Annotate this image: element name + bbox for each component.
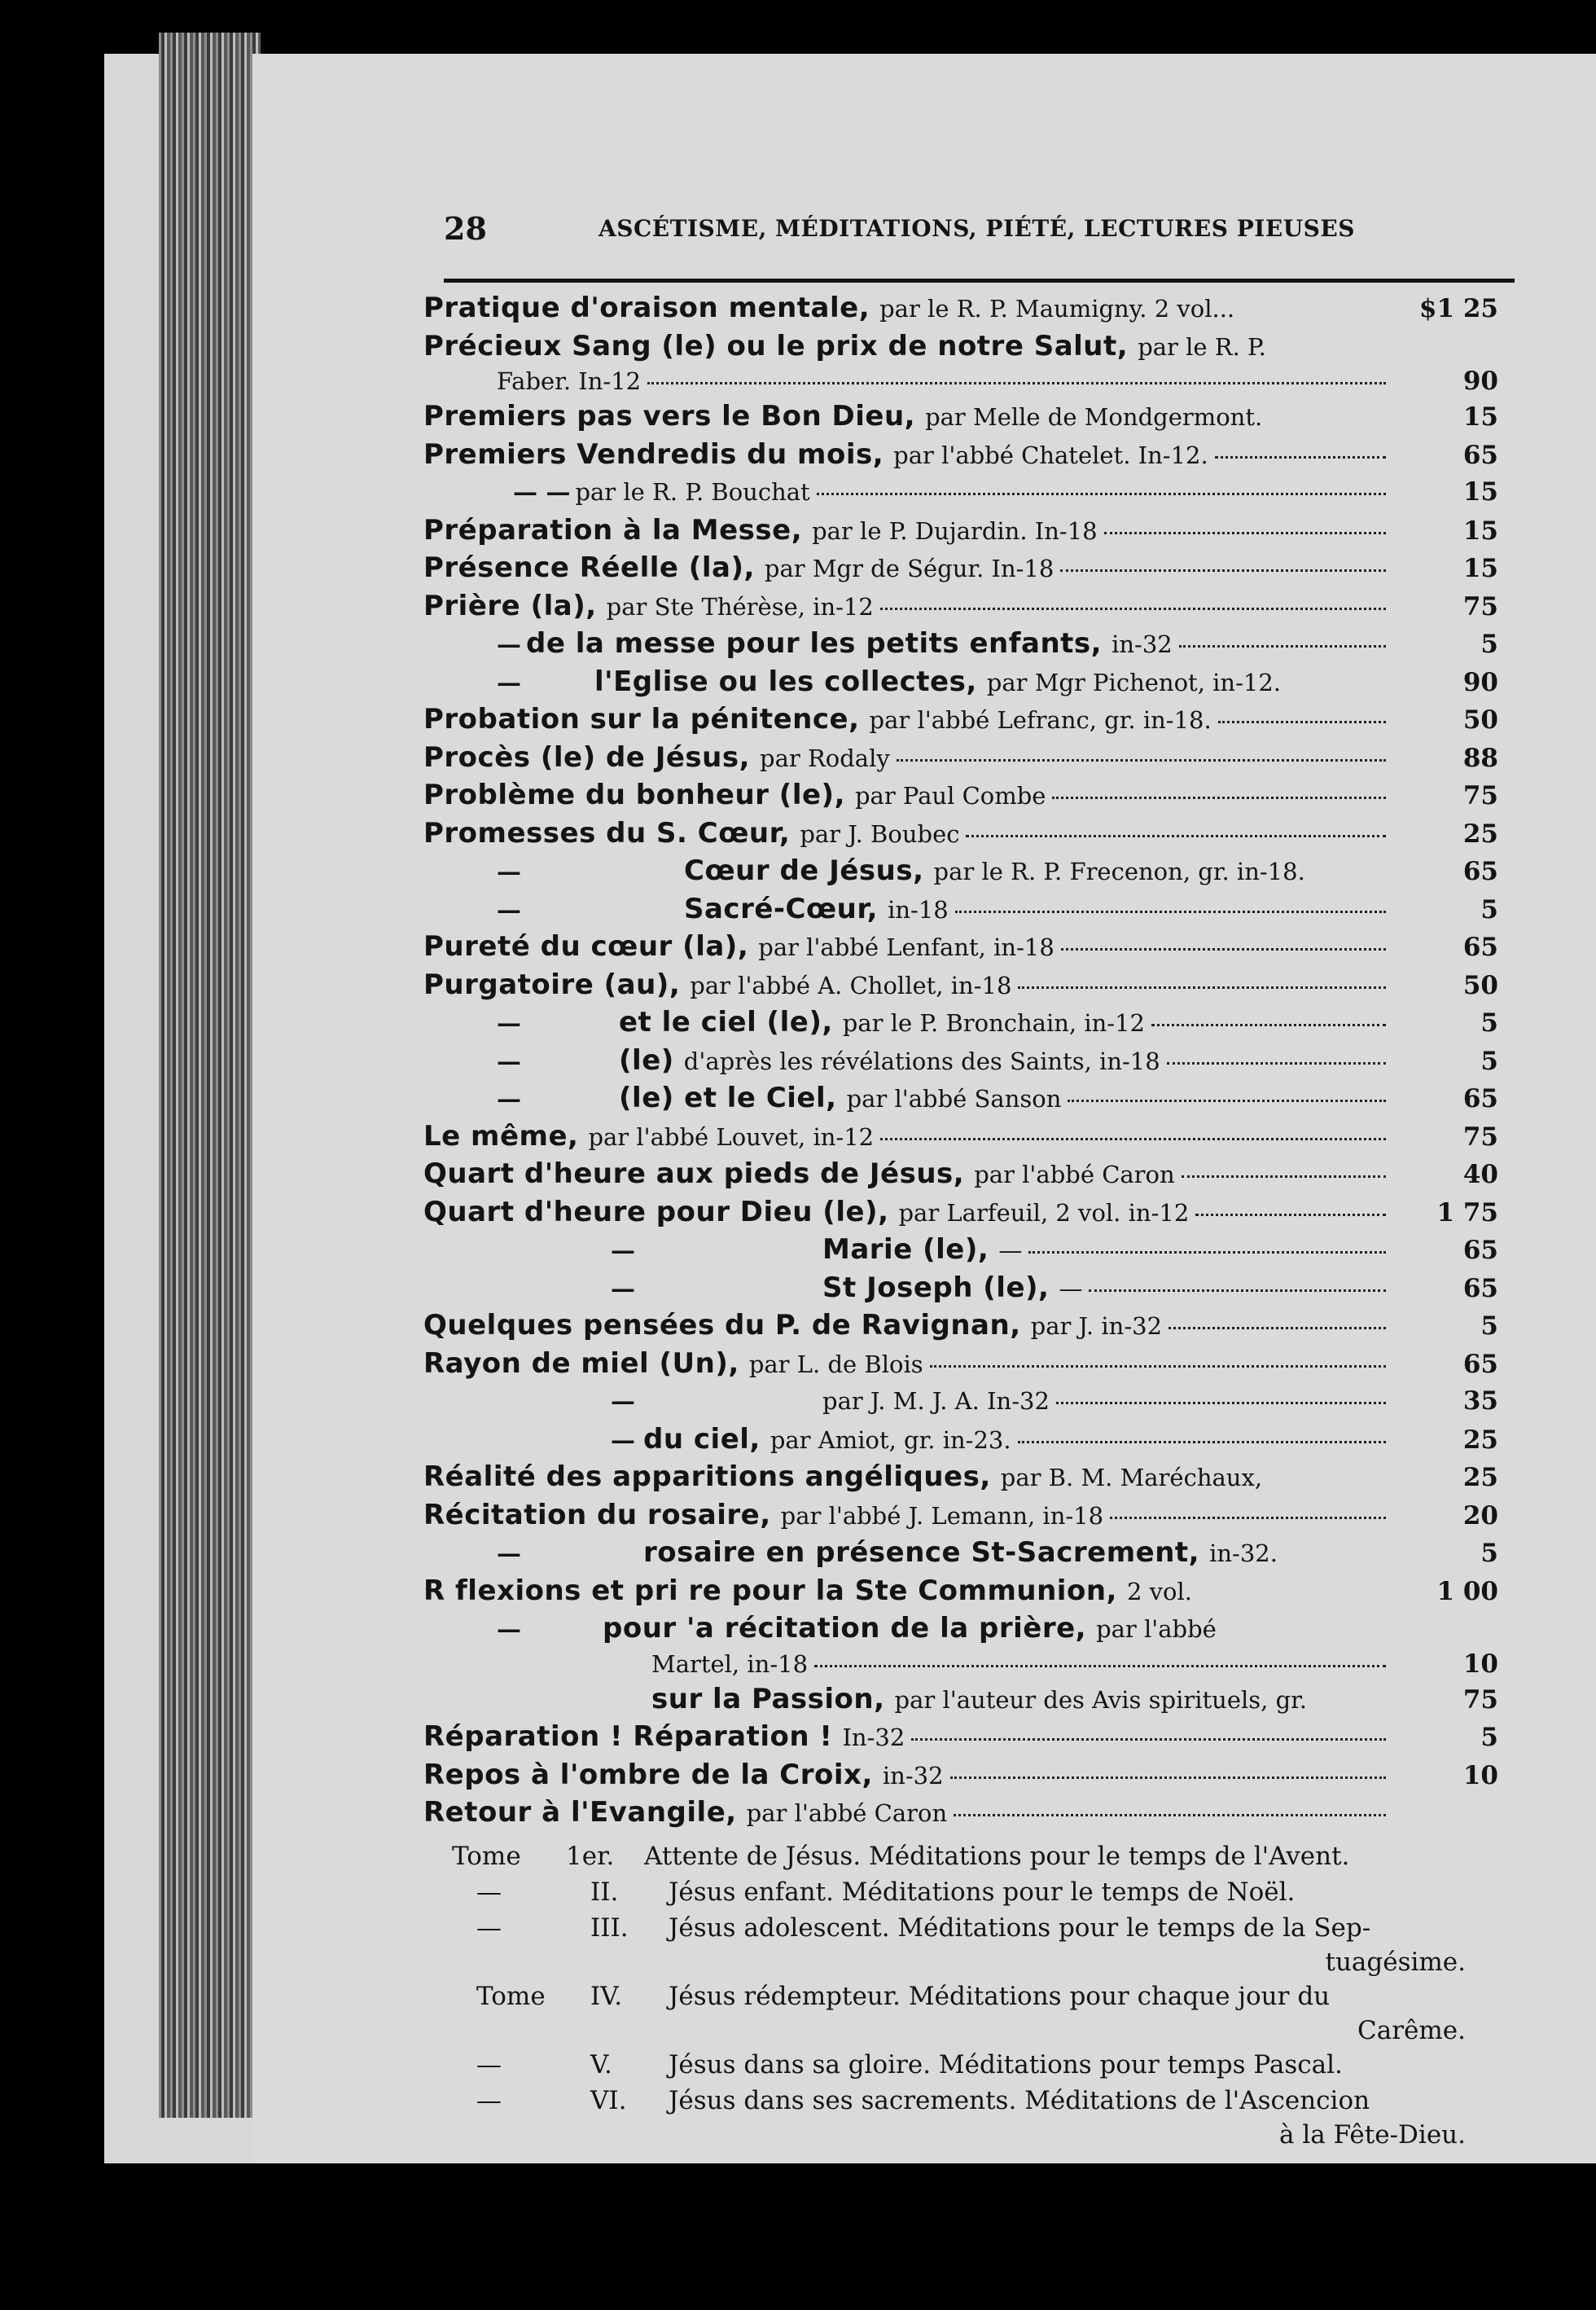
catalog-entry [423,1231,1498,1269]
entry-details: par Rodaly [760,744,890,772]
tome-number: IV. [590,1981,623,2011]
entry-description [423,1307,1392,1345]
tome-line [423,1978,1498,2014]
entry-price: 25 [1462,1463,1498,1492]
entry-details: par Ste Thérèse, in-12 [606,592,874,621]
repeat-dash: — [497,1615,521,1644]
dot-leader [1018,1440,1386,1443]
entry-details: par l'auteur des Avis spirituels, gr. [894,1685,1308,1714]
entry-details: par Amiot, gr. in-23. [770,1425,1011,1454]
entry-description [423,289,1392,327]
page-number: 28 [444,209,487,247]
entry-title: du ciel, [643,1422,761,1456]
dot-leader [814,1664,1386,1667]
entry-price: 15 [1462,477,1498,507]
entry-title: Le même, [423,1119,579,1153]
tome-number: V. [590,2049,612,2079]
catalog-entry [423,625,1498,663]
entry-description [423,549,1392,587]
entry-description [423,928,1392,966]
tome-prefix: — [476,1877,502,1907]
dot-leader [911,1737,1386,1741]
entry-details: par J. Boubec [800,819,960,848]
entry-title: l'Eglise ou les collectes, [594,665,977,698]
repeat-dash: — [611,1387,635,1416]
entry-price: 50 [1462,705,1498,735]
tome-number: III. [590,1913,629,1943]
catalog-entry [423,327,1498,366]
catalog-entry [423,1572,1498,1610]
entry-details: par J. M. J. A. In-32 [822,1387,1050,1415]
entry-details: par le P. Bronchain, in-12 [842,1009,1146,1037]
catalog-entry [423,365,1498,397]
entry-details: in-32 [1112,630,1173,658]
entry-price: 5 [1480,1311,1498,1341]
dot-leader [930,1364,1386,1368]
catalog-entry [423,1079,1498,1118]
entry-details: in-32 [882,1761,944,1790]
entry-title: Quart d'heure aux pieds de Jésus, [423,1157,965,1190]
dot-leader [1018,986,1386,989]
entry-title: Purgatoire (au), [423,968,681,1001]
entry-title: (le) et le Ciel, [619,1082,837,1114]
entry-title: Problème du bonheur (le), [423,779,845,811]
dot-leader [1179,644,1386,648]
entry-description [423,663,1392,701]
tome-number: VI. [590,2085,627,2115]
entry-title: de la messe pour les petits enfants, [526,627,1103,660]
entry-price: 1 00 [1436,1576,1498,1606]
entry-description [423,1382,1392,1421]
entry-details: 2 vol. [1126,1577,1192,1605]
entry-title: Retour à l'Evangile, [423,1796,737,1829]
tome-prefix: Tome [476,1981,546,2011]
catalog-entry [423,1756,1498,1794]
catalog-entry [423,397,1498,436]
tome-line [423,1838,1498,1874]
entry-price: 65 [1462,1273,1498,1303]
entry-description [423,852,1392,890]
entry-details: d'après les révélations des Saints, in-18 [683,1047,1160,1075]
repeat-dash: — [497,895,521,924]
catalog-entry [423,663,1498,701]
catalog-entry [423,928,1498,966]
tome-continuation: tuagésime. [1325,1947,1466,1977]
tome-prefix: — [476,2085,502,2115]
entry-details: — [998,1236,1023,1264]
catalog-entry [423,1003,1498,1042]
entry-title: Précieux Sang (le) ou le prix de notre Salut, [423,329,1129,362]
entry-details: par l'abbé J. Lemann, in-18 [780,1501,1104,1530]
catalog-entry [423,1680,1498,1719]
dot-leader [1061,947,1386,951]
catalog-entry [423,815,1498,853]
entry-description [423,1610,1392,1648]
entry-title: pour 'a récitation de la prière, [603,1612,1087,1645]
dot-leader [1089,1289,1386,1292]
entry-title: Prière (la), [423,589,597,622]
repeat-dash: — [611,1236,635,1265]
catalog-entry [423,1648,1498,1680]
entry-details: par l'abbé A. Chollet, in-18 [690,971,1012,999]
entry-title: Réalité des apparitions angéliques, [423,1460,991,1493]
entry-price: 5 [1480,1046,1498,1076]
entry-details: Faber. In-12 [497,367,642,395]
entry-price: 5 [1480,1723,1498,1752]
page-header [444,204,1519,253]
entry-price: 65 [1462,857,1498,886]
repeat-dash: — [497,630,521,659]
dot-leader [647,381,1386,384]
entry-details: par J. in-32 [1030,1312,1163,1340]
entry-price: 35 [1462,1386,1498,1416]
entry-details: in-18 [888,895,949,924]
dot-leader [1052,796,1386,799]
entry-price: 40 [1462,1160,1498,1189]
catalog-entry [423,549,1498,587]
entry-title: Premiers Vendredis du mois, [423,437,884,471]
dot-leader [880,1137,1386,1140]
entry-description [423,436,1392,474]
catalog-entry [423,966,1498,1004]
entry-description [423,1231,1392,1269]
dot-leader [966,834,1386,837]
entry-details: Martel, in-18 [651,1649,809,1678]
dot-leader [1060,569,1386,572]
entry-price: 65 [1462,1236,1498,1265]
repeat-dash: — [497,1085,521,1113]
catalog-entry [423,852,1498,890]
catalog-entry [423,1458,1498,1496]
entry-description [423,1193,1392,1232]
entry-title: et le ciel (le), [619,1006,833,1039]
entry-details: par le R. P. Bouchat [575,478,810,506]
entry-description [423,1572,1392,1610]
entry-title: Probation sur la pénitence, [423,703,860,736]
entry-price: 1 75 [1436,1197,1498,1227]
repeat-dash: — [497,668,521,697]
entry-description [423,397,1392,436]
entry-details: par L. de Blois [748,1350,923,1378]
catalog-entry [423,436,1498,474]
catalog-entry [423,1118,1498,1156]
entry-description [423,365,1392,397]
repeat-dash: — [497,1047,521,1076]
entry-details: par Mgr Pichenot, in-12. [986,668,1282,696]
entry-title: Repos à l'ombre de la Croix, [423,1758,873,1791]
entry-price: 65 [1462,1349,1498,1379]
entry-details: par Mgr de Ségur. In-18 [764,555,1054,582]
entry-price: 90 [1462,367,1498,396]
entry-description [423,1003,1392,1042]
entry-price: 25 [1462,1425,1498,1455]
entry-description [423,1648,1392,1680]
book-page-edges [159,33,261,2118]
tome-line [423,1874,1498,1910]
running-head: ASCÉTISME, MÉDITATIONS, PIÉTÉ, LECTURES PIEUSES [598,214,1355,242]
entry-description [423,1155,1392,1193]
entry-description [423,1680,1392,1719]
catalog-entry [423,1269,1498,1307]
entry-price: 25 [1462,819,1498,849]
entry-title: Présence Réelle (la), [423,551,755,584]
entry-description [423,587,1392,626]
entry-details: par l'abbé Caron [974,1161,1175,1188]
entry-price: 65 [1462,440,1498,470]
entry-price: 15 [1462,554,1498,583]
tome-list [423,1838,1498,2151]
dot-leader [1068,1099,1386,1102]
entry-title: rosaire en présence St-Sacrement, [643,1536,1200,1569]
entry-description [423,1421,1392,1459]
entry-price: 75 [1462,1122,1498,1152]
entry-title: R flexions et pri re pour la Ste Communion, [423,1574,1117,1607]
catalog-entry [423,289,1498,327]
entry-description [423,966,1392,1004]
tome-prefix: Tome [452,1841,521,1871]
entry-description [423,1118,1392,1156]
entry-details: par B. M. Maréchaux, [1000,1464,1263,1491]
catalog-entry [423,512,1498,550]
entry-title: Quart d'heure pour Dieu (le), [423,1195,889,1228]
dot-leader [1104,531,1386,534]
entry-description [423,625,1392,663]
tome-prefix: — [476,2049,502,2079]
entry-price: 75 [1462,781,1498,810]
catalog-entry [423,1307,1498,1345]
repeat-dash: — [497,858,521,886]
entry-details: par Paul Combe [854,782,1046,810]
entry-description [423,473,1392,512]
catalog-entry [423,1794,1498,1832]
entry-title: Sacré-Cœur, [684,892,879,925]
catalog-entry [423,1496,1498,1535]
repeat-dash: — [497,1539,521,1568]
entry-details: In-32 [842,1724,905,1751]
entry-title: Pureté du cœur (la), [423,930,749,963]
entry-details: par l'abbé Lenfant, in-18 [758,933,1054,961]
entry-price: 65 [1462,1084,1498,1113]
dot-leader [950,1776,1386,1779]
entry-price: 10 [1462,1649,1498,1679]
catalog-entry [423,1345,1498,1383]
entry-price: 90 [1462,667,1498,697]
tome-description: Jésus enfant. Méditations pour le temps de Noël. [669,1877,1296,1907]
dot-leader [1151,1023,1386,1026]
dot-leader [955,910,1386,913]
entry-price: 75 [1462,591,1498,621]
entry-description [423,815,1392,853]
repeat-dash: — [611,1425,635,1455]
tome-description: Jésus rédempteur. Méditations pour chaque jour du [669,1981,1331,2011]
entry-details: par l'abbé Louvet, in-12 [588,1122,875,1151]
tome-line [423,2083,1498,2119]
entry-details: par le P. Dujardin. In-18 [812,516,1098,545]
entry-details: par l'abbé Caron [746,1799,948,1827]
entry-title: Procès (le) de Jésus, [423,740,751,774]
entry-title: (le) [619,1043,674,1077]
repeat-dash: — [611,1274,635,1303]
entry-details: par Larfeuil, 2 vol. in-12 [898,1198,1190,1227]
entry-price: 15 [1462,402,1498,432]
repeat-dash: — — [513,478,571,507]
entry-title: Cœur de Jésus, [684,854,924,887]
entry-price: 65 [1462,933,1498,962]
catalog-entry [423,1193,1498,1232]
entry-price: 50 [1462,970,1498,1000]
catalog-entry [423,1421,1498,1459]
entry-details: par l'abbé Sanson [846,1085,1062,1113]
entry-price: 88 [1462,743,1498,773]
entry-details: in-32. [1209,1539,1278,1567]
entry-title: Rayon de miel (Un), [423,1346,739,1380]
tome-line [423,1910,1498,1946]
dot-leader [1110,1516,1386,1519]
dot-leader [1056,1401,1386,1404]
tome-continuation: Carême. [1357,2015,1466,2045]
tome-description: Jésus dans ses sacrements. Méditations de l'Ascencion [669,2085,1370,2115]
entry-description [423,700,1392,739]
entry-description [423,1458,1392,1496]
dot-leader [1195,1213,1386,1216]
entry-description [423,1756,1392,1794]
tome-description: Jésus dans sa gloire. Méditations pour temps Pascal. [669,2049,1343,2079]
dot-leader [817,492,1386,495]
dot-leader [1167,1061,1386,1065]
catalog-entry [423,776,1498,815]
entry-description [423,1345,1392,1383]
entry-description [423,776,1392,815]
dot-leader [1028,1250,1386,1254]
entry-details: par le R. P. Frecenon, gr. in-18. [933,858,1305,885]
entry-details: — [1059,1274,1083,1302]
entry-title: Récitation du rosaire, [423,1498,771,1531]
entry-title: Promesses du S. Cœur, [423,816,791,850]
dot-leader [880,607,1386,610]
entry-price: 5 [1480,1539,1498,1568]
entry-description [423,1042,1392,1080]
dot-leader [1168,1326,1386,1329]
entry-price: 15 [1462,516,1498,546]
catalog-entry [423,700,1498,739]
catalog-entry [423,1155,1498,1193]
entry-details: par Melle de Mondgermont. [925,403,1263,431]
entry-title: Préparation à la Messe, [423,513,803,547]
tome-prefix: — [476,1913,502,1943]
tome-continuation: à la Fête-Dieu. [1279,2119,1466,2150]
entry-price: 5 [1480,1008,1498,1038]
entry-details: par l'abbé Lefranc, gr. in-18. [869,706,1212,734]
entry-description [423,739,1392,777]
entry-title: sur la Passion, [651,1682,885,1715]
entry-description [423,1079,1392,1118]
entry-description [423,512,1392,550]
entry-title: Pratique d'oraison mentale, [423,292,870,324]
entry-price: 10 [1462,1760,1498,1790]
tome-line [423,2047,1498,2083]
entry-price: 5 [1480,630,1498,659]
dot-leader [1215,455,1386,459]
catalog-entry [423,1610,1498,1648]
catalog-entry [423,1042,1498,1080]
entry-price: 5 [1480,894,1498,924]
entry-description [423,1534,1392,1572]
entry-details: par l'abbé [1096,1615,1217,1643]
entry-title: St Joseph (le), [822,1271,1050,1304]
entry-description [423,1718,1392,1756]
entry-title: Marie (le), [822,1233,989,1266]
dot-leader [1218,720,1386,723]
dot-leader [1182,1175,1386,1178]
dot-leader [897,758,1386,762]
entry-description [423,890,1392,929]
repeat-dash: — [497,1009,521,1038]
tome-description: Attente de Jésus. Méditations pour le temps de l'Avent. [644,1841,1350,1871]
catalog-entry [423,587,1498,626]
tome-number: 1er. [566,1841,615,1871]
entry-description [423,327,1392,366]
catalog-entry [423,1534,1498,1572]
entry-title: Quelques pensées du P. de Ravignan, [423,1309,1021,1342]
entry-details: par le R. P. [1138,332,1266,361]
entry-description [423,1496,1392,1535]
entry-title: Réparation ! Réparation ! [423,1720,833,1753]
catalog-entry [423,739,1498,777]
catalog-entry [423,890,1498,929]
entry-title: Premiers pas vers le Bon Dieu, [423,400,916,433]
entry-price: 20 [1462,1500,1498,1530]
entry-description [423,1794,1392,1832]
tome-description: Jésus adolescent. Méditations pour le temps de la Sep- [669,1913,1371,1943]
catalog-entry [423,473,1498,512]
entry-details: par le R. P. Maumigny. 2 vol... [879,295,1235,323]
dot-leader [954,1813,1386,1816]
entry-description [423,1269,1392,1307]
catalog-entry [423,1718,1498,1756]
tome-number: II. [590,1877,619,1907]
entry-price: $1 25 [1418,294,1498,323]
catalog-list [423,289,1498,2151]
entry-price: 75 [1462,1684,1498,1715]
header-rule [444,279,1515,283]
catalog-entry [423,1382,1498,1421]
entry-details: par l'abbé Chatelet. In-12. [893,441,1208,469]
